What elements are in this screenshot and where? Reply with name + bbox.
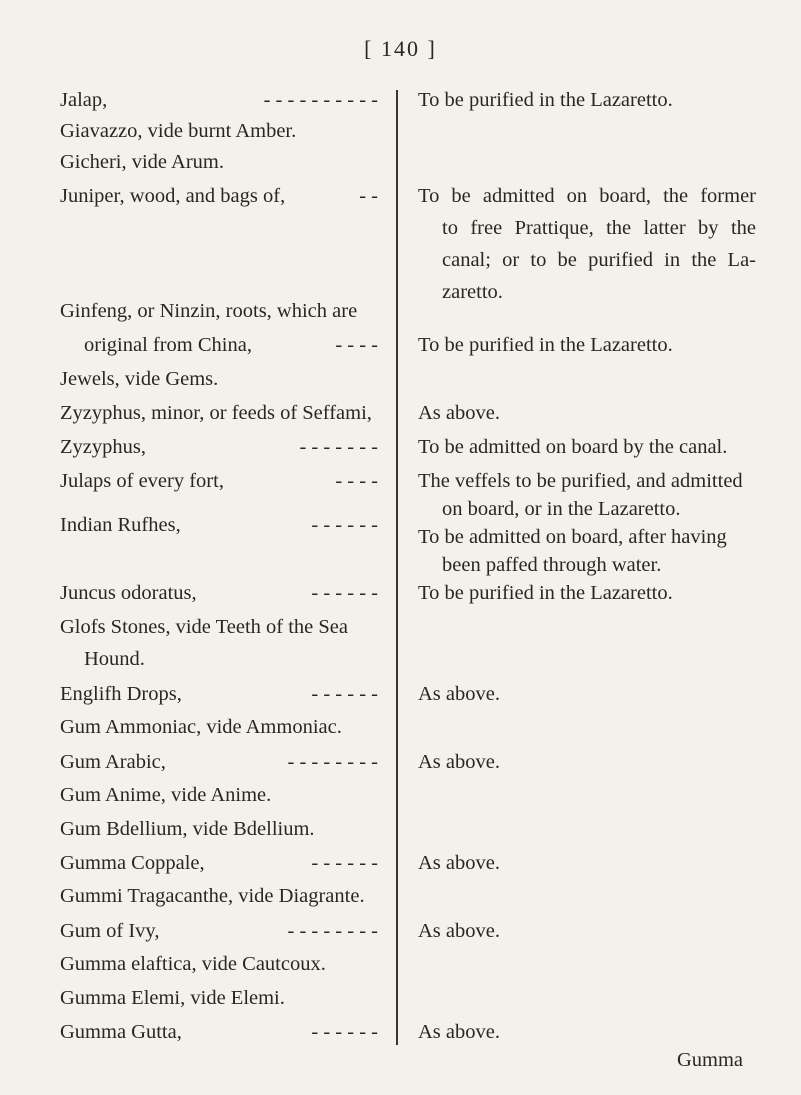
entry-gum-anime: Gum Anime, vide Anime.	[60, 784, 272, 806]
entry-gummi-tragacanthe: Gummi Tragacanthe, vide Diagrante.	[60, 885, 365, 907]
direction-julaps-2: on board, or in the Lazaretto.	[442, 498, 681, 520]
entry-gumma-gutta: Gumma Gutta, - - - - - -	[60, 1021, 378, 1043]
entry-juniper: Juniper, wood, and bags of, - -	[60, 185, 378, 207]
entry-jalap: Jalap, - - - - - - - - - -	[60, 89, 378, 111]
entry-gicheri: Gicheri, vide Arum.	[60, 151, 224, 173]
direction-julaps-1: The veffels to be purified, and admitted	[418, 470, 743, 492]
entry-gloss-stones: Glofs Stones, vide Teeth of the Sea	[60, 616, 348, 638]
direction-juniper-3: canal; or to be purified in the La-	[442, 249, 756, 271]
page-number: [ 140 ]	[364, 36, 437, 61]
direction-ginfeng: To be purified in the Lazaretto.	[418, 334, 673, 356]
direction-juniper-4: zaretto.	[442, 281, 503, 303]
entry-english-drops: Englifh Drops, - - - - - -	[60, 683, 378, 705]
entry-julaps: Julaps of every fort, - - - -	[60, 470, 378, 492]
entry-zyzyphus-minor: Zyzyphus, minor, or feeds of Seffami,	[60, 402, 372, 424]
direction-gumma-gutta: As above.	[418, 1021, 500, 1043]
direction-gum-of-ivy: As above.	[418, 920, 500, 942]
direction-english-drops: As above.	[418, 683, 500, 705]
entry-gumma-elastica: Gumma elaftica, vide Cautcoux.	[60, 953, 326, 975]
direction-jalap: To be purified in the Lazaretto.	[418, 89, 673, 111]
entry-gum-of-ivy: Gum of Ivy, - - - - - - - -	[60, 920, 378, 942]
entry-gloss-stones-cont: Hound.	[84, 648, 145, 670]
direction-gumma-coppale: As above.	[418, 852, 500, 874]
direction-rushes-1: To be admitted on board, after having	[418, 526, 727, 548]
entry-ginfeng-cont: original from China, - - - -	[84, 334, 378, 356]
entry-gumma-elemi: Gumma Elemi, vide Elemi.	[60, 987, 285, 1009]
entry-juncus: Juncus odoratus, - - - - - -	[60, 582, 378, 604]
entry-jewels: Jewels, vide Gems.	[60, 368, 219, 390]
direction-gum-arabic: As above.	[418, 751, 500, 773]
direction-rushes-2: been paffed through water.	[442, 554, 662, 576]
entry-gum-ammoniac: Gum Ammoniac, vide Ammoniac.	[60, 716, 342, 738]
entry-gumma-coppale: Gumma Coppale, - - - - - -	[60, 852, 378, 874]
entry-gum-bdellium: Gum Bdellium, vide Bdellium.	[60, 818, 315, 840]
entry-indian-rushes: Indian Rufhes, - - - - - -	[60, 514, 378, 536]
entry-ginfeng: Ginfeng, or Ninzin, roots, which are	[60, 300, 358, 322]
entry-gum-arabic: Gum Arabic, - - - - - - - -	[60, 751, 378, 773]
direction-zyzyphus-minor: As above.	[418, 402, 500, 424]
direction-zyzyphus: To be admitted on board by the canal.	[418, 436, 728, 458]
direction-juniper-1: To be admitted on board, the former	[418, 185, 756, 207]
catchword: Gumma	[676, 1049, 743, 1071]
entry-zyzyphus: Zyzyphus, - - - - - - -	[60, 436, 378, 458]
entry-giavazzo: Giavazzo, vide burnt Amber.	[60, 120, 297, 142]
direction-juniper-2: to free Prattique, the latter by the	[442, 217, 756, 239]
direction-juncus: To be purified in the Lazaretto.	[418, 582, 673, 604]
